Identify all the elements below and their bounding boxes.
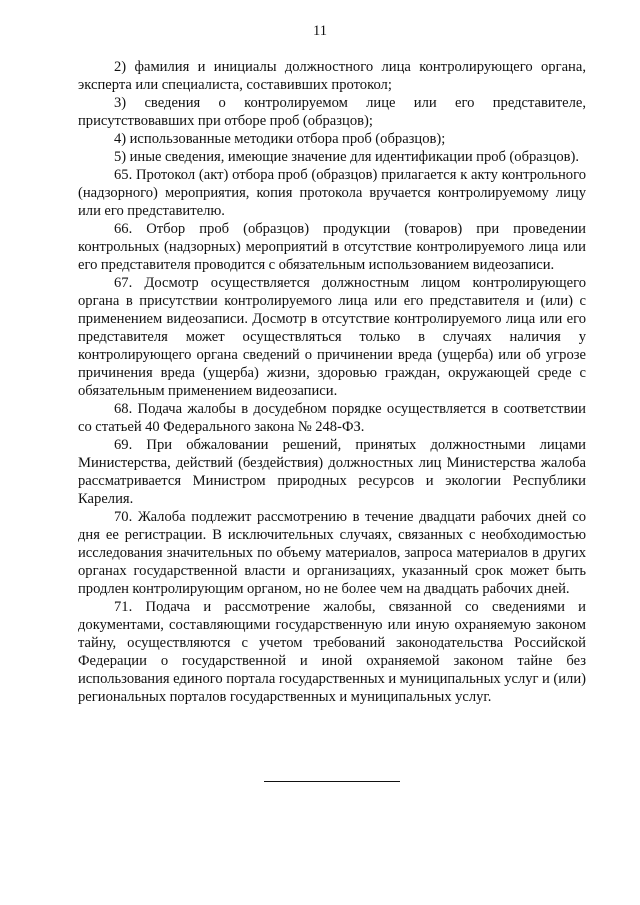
page-number: 11 bbox=[313, 23, 327, 39]
paragraph-66: 66. Отбор проб (образцов) продукции (товаров) при проведении контрольных (надзорных) мероприятий в отсутствие контролируемого лица или его представителя проводится с обязательным использованием видеозаписи. bbox=[78, 221, 586, 273]
paragraph-70: 70. Жалоба подлежит рассмотрению в течение двадцати рабочих дней со дня ее регистрации. В исключительных случаях, связанных с необходимостью исследования значительных по объему материалов, запроса материалов в других органах государственной власти и организациях, указанный срок может быть продлен контролирующим органом, но не более чем на двадцать рабочих дней. bbox=[78, 509, 586, 597]
paragraph-69: 69. При обжаловании решений, принятых должностными лицами Министерства, действий (бездействия) должностных лиц Министерства жалоба рассматривается Министром природных ресурсов и экологии Республики Карелия. bbox=[78, 437, 586, 507]
paragraph-item-4: 4) использованные методики отбора проб (образцов); bbox=[114, 131, 446, 147]
paragraph-item-5: 5) иные сведения, имеющие значение для идентификации проб (образцов). bbox=[114, 149, 580, 165]
paragraph-item-2: 2) фамилия и инициалы должностного лица контролирующего органа, эксперта или специалиста, составивших протокол; bbox=[78, 59, 586, 93]
paragraph-item-3: 3) сведения о контролируемом лице или его представителе, присутствовавших при отборе проб (образцов); bbox=[78, 95, 586, 129]
paragraph-65: 65. Протокол (акт) отбора проб (образцов) прилагается к акту контрольного (надзорного) мероприятия, копия протокола вручается контролируемому лицу или его представителю. bbox=[78, 167, 586, 219]
paragraph-71: 71. Подача и рассмотрение жалобы, связанной со сведениями и документами, составляющими государственную или иную охраняемую законом тайну, осуществляются с учетом требований законодательства Российской Федерации о государственной и иной охраняемой законом тайне без использования единого портала государственных и муниципальных услуг и (или) региональных порталов государственных и муниципальных услуг. bbox=[78, 599, 586, 705]
document-body bbox=[78, 58, 586, 706]
end-separator-line bbox=[264, 781, 400, 782]
paragraph-68: 68. Подача жалобы в досудебном порядке осуществляется в соответствии со статьей 40 Федерального закона № 248-ФЗ. bbox=[78, 401, 586, 435]
paragraph-67: 67. Досмотр осуществляется должностным лицом контролирующего органа в присутствии контролируемого лица или его представителя и (или) с применением видеозаписи. Досмотр в отсутствие контролируемого лица или его представителя может осуществляться только в случаях наличия у контролирующего органа сведений о причинении вреда (ущерба) или об угрозе причинения вреда (ущерба) жизни, здоровью граждан, окружающей среде с обязательным применением видеозаписи. bbox=[78, 275, 586, 399]
